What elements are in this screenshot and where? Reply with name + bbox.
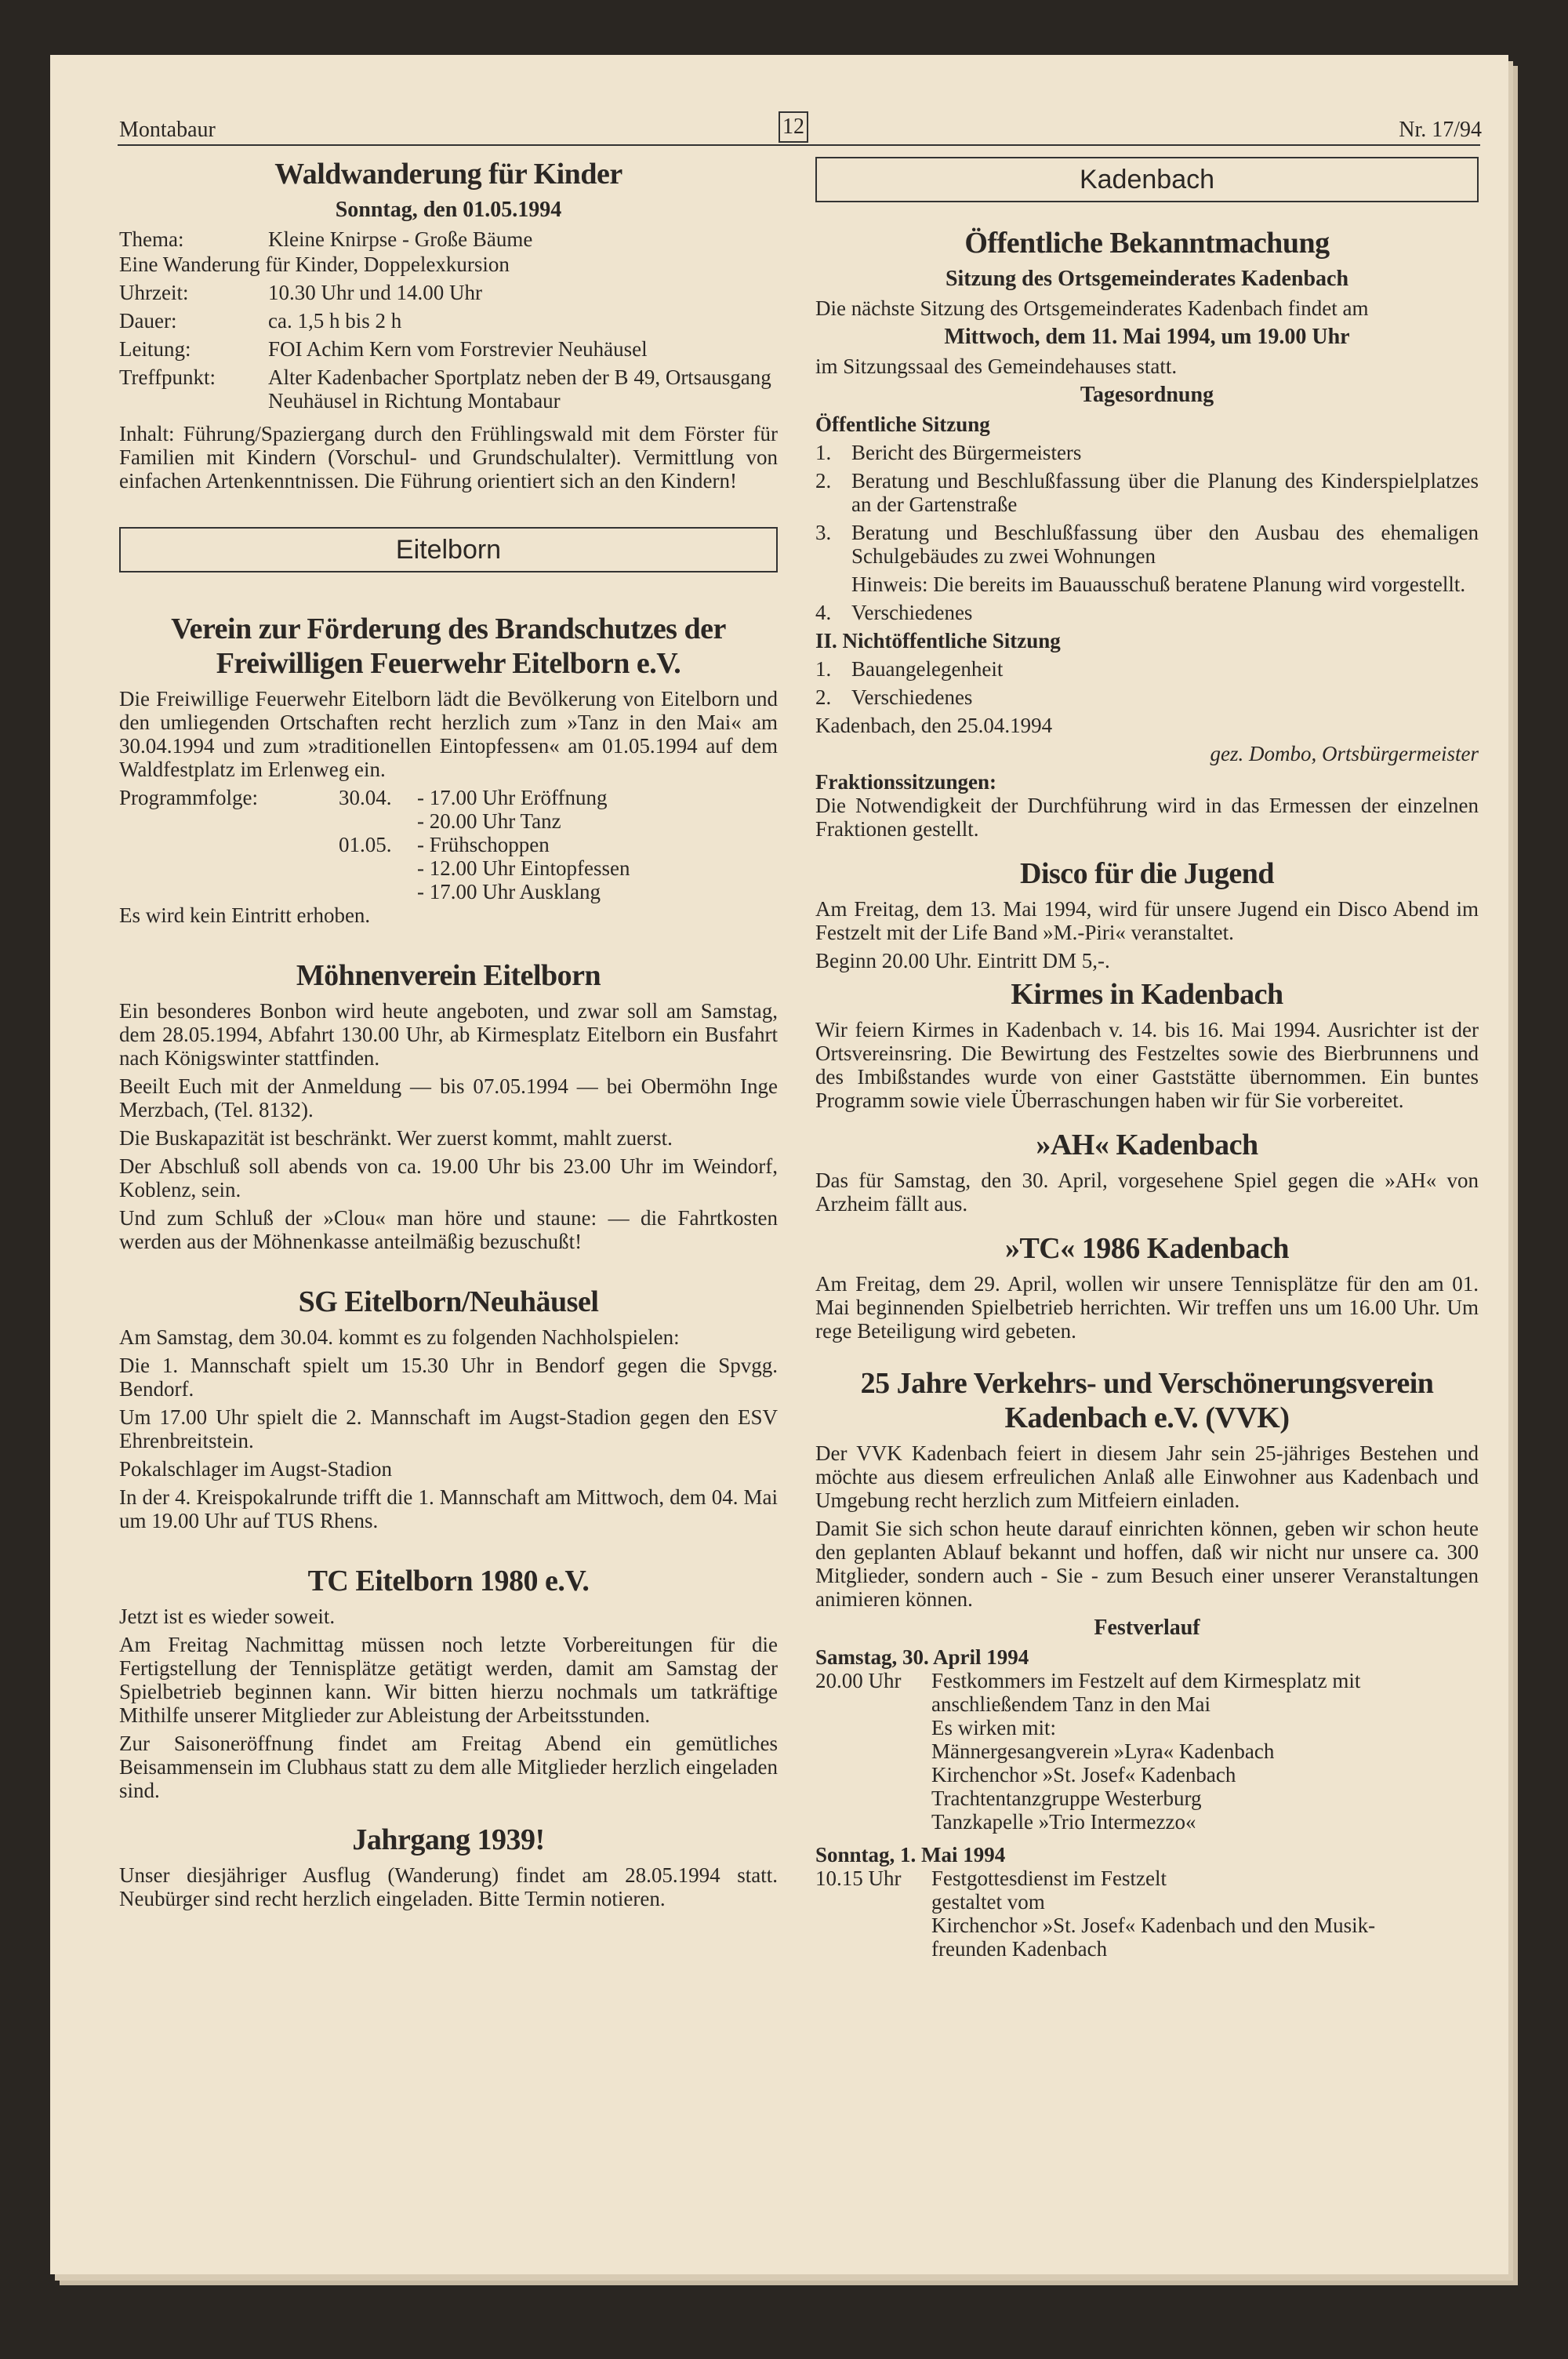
article-waldwanderung [119, 157, 778, 493]
header-rule [118, 144, 1480, 146]
treffpunkt-label: Treffpunkt: [119, 365, 216, 389]
fest-line: Tanzkapelle »Trio Intermezzo« [931, 1810, 1196, 1834]
festverlauf-heading: Festverlauf [1094, 1616, 1200, 1640]
list-item [815, 685, 1479, 709]
fest-day-2: Sonntag, 1. Mai 1994 [815, 1843, 1006, 1866]
list-item [815, 469, 1479, 516]
bekanntmachung-p1: Die nächste Sitzung des Ortsgemeinderates Kadenbach findet am [815, 296, 1369, 320]
item-text: Bericht des Bürgermeisters [851, 441, 1082, 464]
thema-line2: Eine Wanderung für Kinder, Doppelexkursion [119, 253, 510, 276]
fest-line: gestaltet vom [931, 1890, 1045, 1914]
fest-line: Kirchenchor »St. Josef« Kadenbach und den Musik- [931, 1914, 1376, 1937]
bekanntmachung-p2: im Sitzungssaal des Gemeindehauses statt. [815, 354, 1178, 378]
tc-kadenbach-p1: Am Freitag, dem 29. April, wollen wir unsere Tennisplätze für den am 01. Mai beginnenden Spielbetrieb herrichten. Wir treffen uns um 16.00 Uhr. Um rege Beteiligung wird gebeten. [815, 1272, 1479, 1343]
thema-value: Kleine Knirpse - Große Bäume [268, 227, 533, 251]
feuerwehr-programm [119, 786, 778, 903]
waldwanderung-subtitle: Sonntag, den 01.05.1994 [335, 198, 562, 222]
item-number: 4. [815, 601, 832, 624]
waldwanderung-title: Waldwanderung für Kinder [274, 158, 622, 191]
waldwanderung-details [119, 227, 778, 256]
moehnen-p1: Ein besonderes Bonbon wird heute angeboten, und zwar soll am Samstag, dem 28.05.1994, Abfahrt 130.00 Uhr, ab Kirmesplatz Eitelborn ein Busfahrt nach Königswinter stattfinden. [119, 999, 778, 1070]
item-text: Bauangelegenheit [851, 657, 1004, 681]
item-text: Beratung und Beschlußfassung über den Ausbau des ehemaligen Schulgebäudes zu zwei Wohnungen [851, 521, 1479, 568]
item-text: Verschiedenes [851, 685, 973, 709]
uhrzeit-value: 10.30 Uhr und 14.00 Uhr [268, 281, 482, 304]
moehnen-p2: Beeilt Euch mit der Anmeldung — bis 07.05.1994 — bei Obermöhn Inge Merzbach, (Tel. 8132). [119, 1074, 778, 1121]
leitung-value: FOI Achim Kern vom Forstrevier Neuhäusel [268, 337, 648, 361]
disco-title: Disco für die Jugend [1020, 857, 1274, 890]
tc-title: TC Eitelborn 1980 e.V. [307, 1565, 590, 1598]
moehnen-p4: Der Abschluß soll abends von ca. 19.00 Uhr bis 23.00 Uhr im Weindorf, Koblenz, sein. [119, 1154, 778, 1201]
ah-p1: Das für Samstag, den 30. April, vorgesehene Spiel gegen die »AH« von Arzheim fällt aus. [815, 1169, 1479, 1216]
item-text: Beratung und Beschlußfassung über die Planung des Kinderspielplatzes an der Gartenstraße [851, 469, 1479, 516]
list-item-hinweis [815, 572, 1479, 596]
waldwanderung-details-2 [119, 281, 778, 417]
fest-line: freunden Kadenbach [931, 1937, 1108, 1961]
signature: gez. Dombo, Ortsbürgermeister [1210, 742, 1479, 765]
dauer-label: Dauer: [119, 309, 177, 333]
ort-datum: Kadenbach, den 25.04.1994 [815, 714, 1053, 737]
bekanntmachung-title: Öffentliche Bekanntmachung [964, 227, 1330, 260]
tc-p3: Zur Saisoneröffnung findet am Freitag Abend ein gemütliches Beisammensein im Clubhaus statt zu dem alle Mitglieder herzlich eingeladen sind. [119, 1732, 778, 1802]
kirmes-p1: Wir feiern Kirmes in Kadenbach v. 14. bis 16. Mai 1994. Ausrichter ist der Ortsvereinsring. Die Bewirtung des Festzeltes sowie des Bierbrunnens und des Imbißstandes wurde von einer Gaststätte übernommen. Ein buntes Programm sowie viele Überraschungen haben wir für Sie vorbereitet. [815, 1018, 1479, 1112]
item-number: 2. [815, 685, 832, 709]
tc-p2: Am Freitag Nachmittag müssen noch letzte Vorbereitungen für die Fertigstellung der Tennisplätze getätigt werden, damit am Samstag der Spielbetrieb beginnen kann. Wir bitten hierzu nochmals um tatkräftige Mithilfe unserer Mitglieder zur Ableistung der Arbeitsstunden. [119, 1633, 778, 1727]
disco-p2: Beginn 20.00 Uhr. Eintritt DM 5,-. [815, 949, 1110, 972]
uhrzeit-label: Uhrzeit: [119, 281, 189, 304]
article-jahrgang [119, 1823, 778, 1910]
feuerwehr-title: Verein zur Förderung des Brandschutzes der Freiwilligen Feuerwehr Eitelborn e.V. [171, 612, 726, 680]
ah-title: »AH« Kadenbach [1036, 1129, 1258, 1161]
programm-item: - 12.00 Uhr Eintopfessen [417, 856, 630, 880]
feuerwehr-footer: Es wird kein Eintritt erhoben. [119, 903, 371, 927]
item-number: 1. [815, 441, 832, 464]
sg-p2: Die 1. Mannschaft spielt um 15.30 Uhr in Bendorf gegen die Spvgg. Bendorf. [119, 1354, 778, 1401]
list-item [815, 657, 1479, 681]
page-header [69, 111, 1480, 143]
fraktion-heading: Fraktionssitzungen: [815, 770, 997, 794]
waldwanderung-inhalt: Inhalt: Führung/Spaziergang durch den Frühlingswald mit dem Förster für Familien mit Kindern (Vorschul- und Grundschulalter). Vermittlung von einfachen Artenkenntnissen. Die Führung orientiert sich an den Kindern! [119, 422, 778, 493]
hinweis-text: Hinweis: Die bereits im Bauausschuß beratene Planung wird vorgestellt. [851, 572, 1466, 596]
vvk-p2: Damit Sie sich schon heute darauf einrichten können, geben wir schon heute den geplanten Ablauf bekannt und hoffen, daß wir nicht nur unsere ca. 300 Mitglieder, sondern auch - Sie - zum Besuch einer unserer Veranstaltungen animieren können. [815, 1517, 1479, 1611]
article-kirmes [815, 977, 1479, 1112]
vvk-p1: Der VVK Kadenbach feiert in diesem Jahr sein 25-jähriges Bestehen und möchte aus diesem erfreulichen Anlaß alle Einwohner aus Kadenbach und Umgebung recht herzlich zum Mitfeiern einladen. [815, 1441, 1479, 1512]
list-item [815, 521, 1479, 568]
fest-line: Festkommers im Festzelt auf dem Kirmesplatz mit [931, 1669, 1361, 1692]
sg-title: SG Eitelborn/Neuhäusel [298, 1285, 599, 1318]
programm-date-2: 01.05. [339, 833, 392, 856]
moehnen-title: Möhnenverein Eitelborn [296, 959, 601, 992]
nichtoeffentlich-heading: II. Nichtöffentliche Sitzung [815, 629, 1061, 652]
article-tc-eitelborn [119, 1564, 778, 1802]
fest-line: Trachtentanzgruppe Westerburg [931, 1787, 1202, 1810]
right-column [815, 157, 1479, 1961]
leitung-label: Leitung: [119, 337, 191, 361]
tc-p1: Jetzt ist es wieder soweit. [119, 1605, 336, 1628]
item-text: Verschiedenes [851, 601, 973, 624]
list-item [815, 601, 1479, 624]
moehnen-p5: Und zum Schluß der »Clou« man höre und staune: — die Fahrtkosten werden aus der Möhnenkasse anteilmäßig bezuschußt! [119, 1206, 778, 1253]
sg-p3: Um 17.00 Uhr spielt die 2. Mannschaft im Augst-Stadion gegen den ESV Ehrenbreitstein. [119, 1405, 778, 1452]
tc-kadenbach-title: »TC« 1986 Kadenbach [1004, 1232, 1290, 1265]
fraktion-text: Die Notwendigkeit der Durchführung wird in das Ermessen der einzelnen Fraktionen gestellt. [815, 794, 1479, 841]
fest-line: Männergesangverein »Lyra« Kadenbach [931, 1739, 1275, 1763]
fest-time-1: 20.00 Uhr [815, 1669, 902, 1692]
festverlauf-schedule [815, 1645, 1479, 1961]
programm-item: - 20.00 Uhr Tanz [417, 809, 561, 833]
article-ah [815, 1128, 1479, 1216]
sg-p1: Am Samstag, dem 30.04. kommt es zu folgenden Nachholspielen: [119, 1325, 680, 1349]
item-number: 1. [815, 657, 832, 681]
article-feuerwehr [119, 612, 778, 927]
programm-item: - 17.00 Uhr Ausklang [417, 880, 601, 903]
sitzung-date: Mittwoch, dem 11. Mai 1994, um 19.00 Uhr [944, 325, 1350, 349]
tagesordnung-list [815, 441, 1479, 624]
section-heading-kadenbach: Kadenbach [815, 157, 1479, 202]
programm-date-1: 30.04. [339, 786, 392, 809]
feuerwehr-text: Die Freiwillige Feuerwehr Eitelborn lädt die Bevölkerung von Eitelborn und den umliegenden Ortschaften recht herzlich zum »Tanz in den Mai« am 30.04.1994 und zum »traditionellen Eintopfessen« am 01.05.1994 auf dem Waldfestplatz im Erlenweg ein. [119, 687, 778, 781]
oeffentlich-heading: Öffentliche Sitzung [815, 413, 990, 436]
disco-p1: Am Freitag, dem 13. Mai 1994, wird für unsere Jugend ein Disco Abend im Festzelt mit der Life Band »M.-Piri« veranstaltet. [815, 897, 1479, 944]
moehnen-p3: Die Buskapazität ist beschränkt. Wer zuerst kommt, mahlt zuerst. [119, 1126, 673, 1150]
article-sg-eitelborn [119, 1285, 778, 1532]
fest-day-1: Samstag, 30. April 1994 [815, 1645, 1029, 1669]
bekanntmachung-subtitle: Sitzung des Ortsgemeinderates Kadenbach [945, 267, 1349, 291]
issue-number: Nr. 17/94 [1399, 118, 1482, 142]
thema-label: Thema: [119, 227, 184, 251]
section-heading-eitelborn: Eitelborn [119, 527, 778, 572]
left-column [119, 157, 778, 1915]
item-number: 3. [815, 521, 832, 544]
item-number: 2. [815, 469, 832, 493]
vvk-title: 25 Jahre Verkehrs- und Verschönerungsverein Kadenbach e.V. (VVK) [860, 1367, 1434, 1434]
programm-item: - Frühschoppen [417, 833, 550, 856]
jahrgang-title: Jahrgang 1939! [352, 1823, 545, 1856]
fest-line: anschließendem Tanz in den Mai [931, 1692, 1210, 1716]
sg-p4: Pokalschlager im Augst-Stadion [119, 1457, 392, 1481]
page-number: 12 [779, 111, 808, 143]
kirmes-title: Kirmes in Kadenbach [1011, 978, 1283, 1011]
jahrgang-p1: Unser diesjähriger Ausflug (Wanderung) findet am 28.05.1994 statt. Neubürger sind recht herzlich eingeladen. Bitte Termin notieren. [119, 1863, 778, 1910]
article-bekanntmachung [815, 226, 1479, 841]
tagesordnung-heading: Tagesordnung [1080, 383, 1214, 407]
programm-item: - 17.00 Uhr Eröffnung [417, 786, 608, 809]
fest-line: Kirchenchor »St. Josef« Kadenbach [931, 1763, 1236, 1787]
header-place: Montabaur [119, 118, 216, 142]
article-disco [815, 856, 1479, 972]
fest-time-2: 10.15 Uhr [815, 1866, 902, 1890]
newspaper-page [69, 55, 1480, 2266]
programm-label: Programmfolge: [119, 786, 258, 809]
fest-line: Es wirken mit: [931, 1716, 1056, 1739]
sg-p5: In der 4. Kreispokalrunde trifft die 1. Mannschaft am Mittwoch, dem 04. Mai um 19.00 Uhr auf TUS Rhens. [119, 1485, 778, 1532]
article-moehnenverein [119, 958, 778, 1253]
dauer-value: ca. 1,5 h bis 2 h [268, 309, 402, 333]
article-vvk [815, 1366, 1479, 1961]
nichtoeffentlich-list [815, 657, 1479, 709]
fest-line: Festgottesdienst im Festzelt [931, 1866, 1167, 1890]
treffpunkt-value: Alter Kadenbacher Sportplatz neben der B 49, Ortsausgang Neuhäusel in Richtung Montabaur [268, 365, 771, 413]
article-tc-kadenbach [815, 1231, 1479, 1343]
list-item [815, 441, 1479, 464]
